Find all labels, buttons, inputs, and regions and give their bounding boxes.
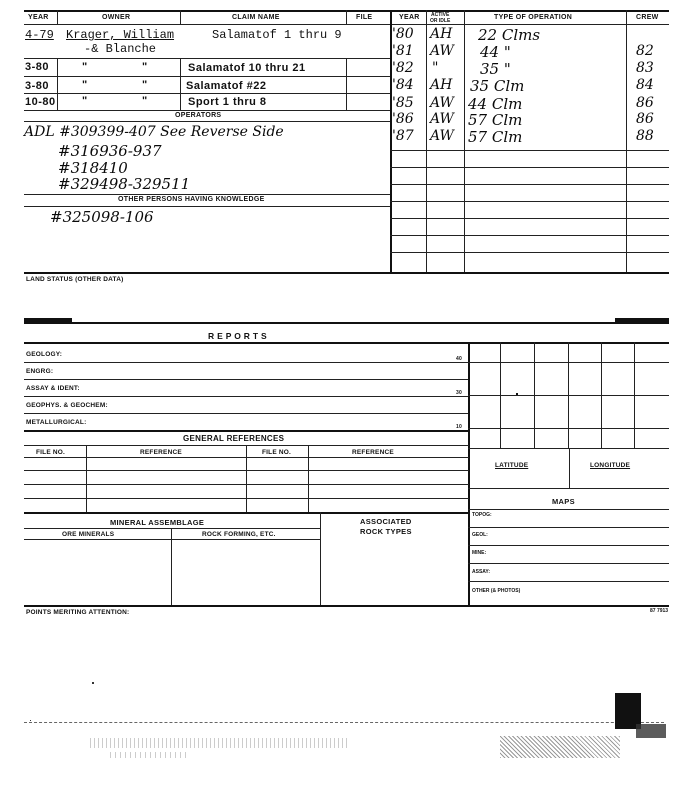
scan-dot xyxy=(30,720,31,721)
map-mine: MINE: xyxy=(472,550,487,556)
operation-year: '81 xyxy=(392,43,414,59)
reports-title: R E P O R T S xyxy=(208,331,268,341)
operation-year: '86 xyxy=(392,111,414,127)
map-other: OTHER (& PHOTOS) xyxy=(472,588,521,594)
operation-crew: 82 xyxy=(636,43,654,59)
operation-crew: 88 xyxy=(636,128,654,144)
operation-type: 22 Clms xyxy=(478,26,541,44)
header-year: YEAR xyxy=(28,14,49,21)
header-claim-name: CLAIM NAME xyxy=(232,14,280,21)
ref-file-no-2: FILE NO. xyxy=(262,449,292,456)
scan-blot xyxy=(636,724,666,738)
operators-label: OPERATORS xyxy=(175,112,222,119)
header-year-2: YEAR xyxy=(399,14,420,21)
operation-status: " xyxy=(432,60,439,76)
scan-noise xyxy=(500,736,620,758)
general-references-title: GENERAL REFERENCES xyxy=(183,434,285,443)
operation-type: 35 " xyxy=(480,60,511,78)
claim-year: 3-80 xyxy=(25,61,50,73)
report-assay: ASSAY & IDENT: xyxy=(26,385,80,392)
operation-type: 57 Clm xyxy=(468,111,523,129)
operation-year: '87 xyxy=(392,128,414,144)
operation-type: 35 Clm xyxy=(470,77,525,95)
report-metallurgical: METALLURGICAL: xyxy=(26,419,87,426)
operation-crew: 86 xyxy=(636,111,654,127)
longitude-label: LONGITUDE xyxy=(590,462,631,469)
claim-owner: Krager, William xyxy=(66,28,175,42)
operation-status: AW xyxy=(430,111,454,127)
mineral-assemblage-title: MINERAL ASSEMBLAGE xyxy=(110,518,205,527)
claim-year: 10-80 xyxy=(25,96,56,108)
map-topog: TOPOG: xyxy=(472,512,492,518)
operation-year: '80 xyxy=(392,26,414,42)
claim-name: Salamatof #22 xyxy=(186,80,267,92)
report-number: 30 xyxy=(456,390,462,396)
maps-title: MAPS xyxy=(552,497,575,506)
claim-year: 3-80 xyxy=(25,80,50,92)
operator-entry: #316936-937 xyxy=(58,142,162,160)
rock-forming-label: ROCK FORMING, ETC. xyxy=(202,531,276,538)
operation-status: AW xyxy=(430,43,454,59)
operation-type: 44 " xyxy=(480,43,511,61)
scan-noise xyxy=(110,752,190,758)
land-status-label: LAND STATUS (OTHER DATA) xyxy=(26,276,124,283)
claim-name: Salamatof 10 thru 21 xyxy=(188,62,306,74)
ref-reference: REFERENCE xyxy=(140,449,182,456)
operation-status: AH xyxy=(430,77,453,93)
claim-owner: " xyxy=(82,95,88,107)
claim-owner-2: " xyxy=(142,95,148,107)
operation-crew: 84 xyxy=(636,77,654,93)
claim-owner: " xyxy=(82,79,88,91)
operation-type: 57 Clm xyxy=(468,128,523,146)
claim-name: Sport 1 thru 8 xyxy=(188,96,267,108)
header-file: FILE xyxy=(356,14,373,21)
header-active: ACTIVE xyxy=(431,12,450,18)
ref-file-no: FILE NO. xyxy=(36,449,66,456)
rock-types-label: ROCK TYPES xyxy=(360,527,412,536)
center-dot xyxy=(516,393,518,395)
operation-crew: 86 xyxy=(636,95,654,111)
report-engineering: ENGRG: xyxy=(26,368,54,375)
operation-type: 44 Clm xyxy=(468,95,523,113)
report-number: 10 xyxy=(456,424,462,430)
operator-entry: #329498-329511 xyxy=(58,175,191,193)
associated-label: ASSOCIATED xyxy=(360,517,412,526)
header-or-idle: OR IDLE xyxy=(430,18,451,24)
other-persons-label: OTHER PERSONS HAVING KNOWLEDGE xyxy=(118,196,265,203)
report-geophys: GEOPHYS. & GEOCHEM: xyxy=(26,402,108,409)
other-person-entry: #325098-106 xyxy=(50,208,154,226)
form-number: 87 7913 xyxy=(650,608,669,614)
points-meriting-label: POINTS MERITING ATTENTION: xyxy=(26,609,130,616)
claim-year: 4-79 xyxy=(25,28,54,42)
latitude-label: LATITUDE xyxy=(495,462,529,469)
ref-reference-2: REFERENCE xyxy=(352,449,394,456)
ore-minerals-label: ORE MINERALS xyxy=(62,531,115,538)
operation-crew: 83 xyxy=(636,60,654,76)
claim-owner-2: " xyxy=(142,79,148,91)
claim-owner: " xyxy=(82,61,88,73)
map-assay: ASSAY: xyxy=(472,569,491,575)
claim-owner: -& Blanche xyxy=(84,42,157,56)
claim-owner-2: " xyxy=(142,61,148,73)
operation-status: AW xyxy=(430,128,454,144)
header-owner: OWNER xyxy=(102,14,131,21)
header-type-of-operation: TYPE OF OPERATION xyxy=(494,14,573,21)
operation-status: AH xyxy=(430,26,453,42)
operation-year: '82 xyxy=(392,60,414,76)
operator-entry: #318410 xyxy=(58,159,128,177)
scan-dot xyxy=(92,682,94,684)
report-geology: GEOLOGY: xyxy=(26,351,63,358)
operation-year: '84 xyxy=(392,77,414,93)
map-geol: GEOL: xyxy=(472,532,488,538)
operation-status: AW xyxy=(430,95,454,111)
report-number: 40 xyxy=(456,356,462,362)
scan-noise xyxy=(90,738,350,748)
operation-year: '85 xyxy=(392,95,414,111)
operator-entry: ADL #309399-407 See Reverse Side xyxy=(24,124,284,140)
claim-name: Salamatof 1 thru 9 xyxy=(212,28,342,42)
header-crew: CREW xyxy=(636,14,659,21)
